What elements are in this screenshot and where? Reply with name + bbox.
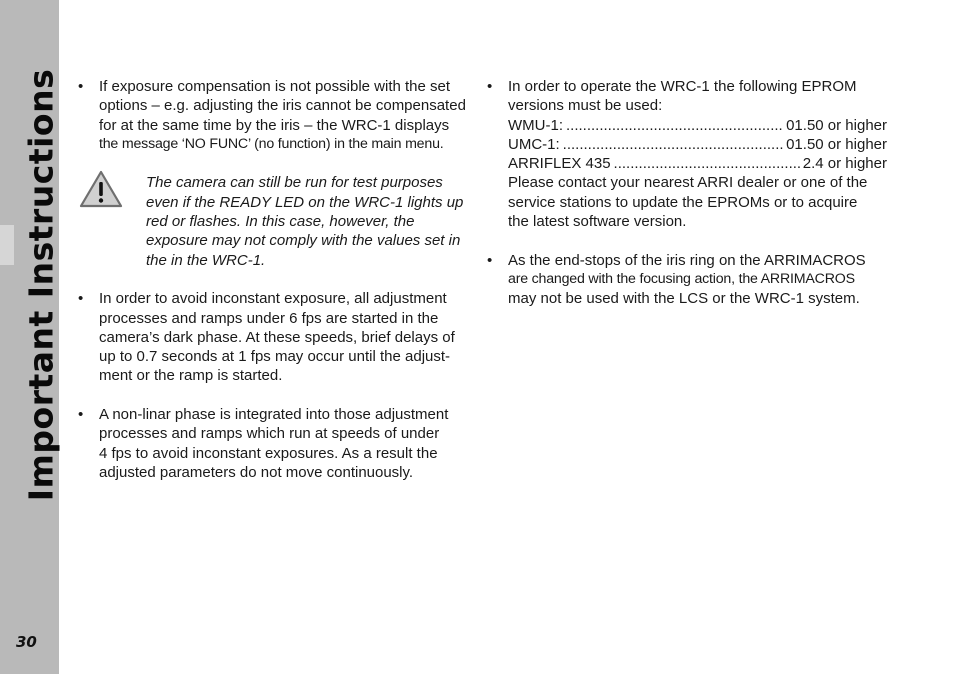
text-line: for at the same time by the iris – the WRC-1 displays: [99, 116, 450, 134]
bullet-dot: •: [78, 290, 84, 308]
text-line: adjusted parameters do not move continuously.: [99, 463, 414, 481]
bullet-dot: •: [487, 78, 493, 95]
text-line: As the end-stops of the iris ring on the ARRIMACROS: [508, 251, 866, 269]
version-row-wmu: [508, 116, 887, 135]
text-line: are changed with the focusing action, the ARRIMACROS: [508, 270, 855, 287]
page-number: 30: [16, 633, 37, 651]
note-line: exposure may not comply with the values set in: [146, 232, 461, 250]
bullet-dot: •: [78, 406, 84, 424]
leader-dots: [563, 135, 783, 154]
bullet-eprom-versions: [487, 77, 887, 231]
bullet-dot: •: [487, 251, 493, 269]
leader-dots: [566, 116, 783, 135]
version-value: 01.50 or higher: [786, 116, 887, 134]
bullet-inconstant-exposure: [78, 289, 470, 385]
text-line: processes and ramps under 6 fps are started in the: [99, 309, 439, 327]
version-row-umc: [508, 135, 887, 154]
text-line: In order to avoid inconstant exposure, all adjustment: [99, 290, 447, 308]
version-value: 2.4 or higher: [802, 155, 887, 173]
right-column: [487, 77, 887, 328]
warning-note: [78, 173, 470, 269]
text-line: ment or the ramp is started.: [99, 367, 283, 385]
text-line: 4 fps to avoid inconstant exposures. As a result the: [99, 444, 438, 462]
version-name: WMU-1:: [508, 116, 563, 134]
text-line: Please contact your nearest ARRI dealer or one of the: [508, 174, 868, 192]
note-line: even if the READY LED on the WRC-1 lights up: [146, 193, 464, 211]
text-line: the latest software version.: [508, 213, 687, 231]
text-line: options – e.g. adjusting the iris cannot be compensated: [99, 97, 466, 115]
sidebar-tab-marker: [0, 225, 14, 265]
version-name: UMC-1:: [508, 135, 560, 153]
sidebar: [0, 0, 59, 674]
text-line: In order to operate the WRC-1 the following EPROM: [508, 78, 857, 95]
warning-triangle-icon: [78, 169, 124, 209]
text-line: up to 0.7 seconds at 1 fps may occur until the adjust-: [99, 348, 451, 366]
text-line: may not be used with the LCS or the WRC-1 system.: [508, 290, 860, 308]
text-line: If exposure compensation is not possible with the set: [99, 78, 451, 95]
bullet-non-linear-phase: [78, 405, 470, 482]
text-line: camera’s dark phase. At these speeds, brief delays of: [99, 328, 455, 346]
note-line: The camera can still be run for test purposes: [146, 174, 443, 192]
text-line: the message ‘NO FUNC’ (no function) in the main menu.: [99, 135, 444, 152]
bullet-arrimacros: [487, 251, 887, 309]
text-line: processes and ramps which run at speeds of under: [99, 425, 440, 443]
bullet-dot: •: [78, 78, 84, 95]
leader-dots: [614, 154, 800, 173]
note-line: red or flashes. In this case, however, the: [146, 213, 415, 231]
version-row-arriflex: [508, 154, 887, 173]
text-line: A non-linar phase is integrated into those adjustment: [99, 406, 449, 424]
version-value: 01.50 or higher: [786, 135, 887, 153]
left-column: [78, 77, 470, 502]
bullet-exposure-compensation: [78, 77, 470, 154]
text-line: versions must be used:: [508, 97, 663, 115]
text-line: service stations to update the EPROMs or to acquire: [508, 193, 858, 211]
section-title: Important Instructions: [21, 68, 61, 502]
version-name: ARRIFLEX 435: [508, 155, 611, 173]
note-line: the in the WRC-1.: [146, 251, 266, 269]
